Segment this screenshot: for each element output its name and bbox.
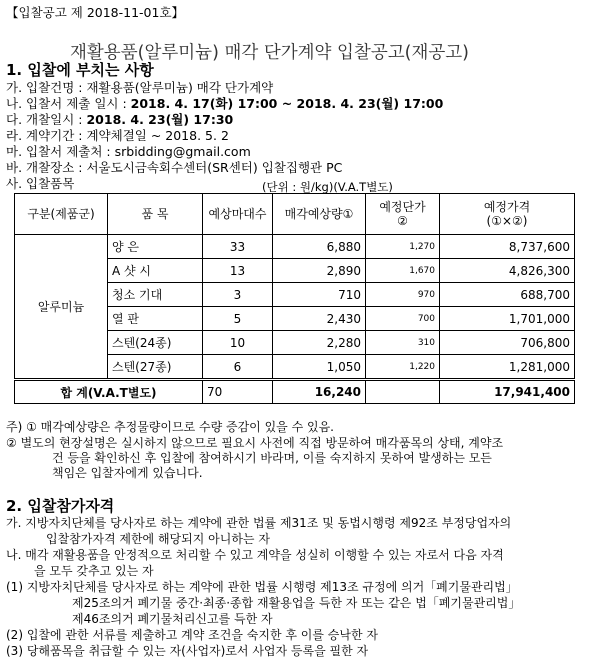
para-ga-cont: 입찰참가자격 제한에 해당되지 아니하는 자 [46, 532, 270, 546]
info-item-place: 바. 개찰장소 : 서울도시금속회수센터(SR센터) 입찰집행관 PC [6, 160, 343, 175]
table-row [15, 235, 575, 259]
bid-items-table [14, 193, 575, 404]
cell-item: 열 판 [108, 307, 203, 331]
cell-qty: 6,880 [273, 235, 366, 259]
para-na-cont: 을 모두 갖추고 있는 자 [34, 564, 154, 578]
section-2-heading: 2. 입찰참가자격 [6, 497, 115, 515]
para-na: 나. 매각 재활용품을 안정적으로 처리할 수 있고 계약을 성실히 이행할 수 있는 자로서 다음 자격 [6, 548, 504, 562]
cell-price: 1,281,000 [440, 355, 575, 380]
cell-qty: 2,430 [273, 307, 366, 331]
table-header-row [15, 194, 575, 235]
cell-price: 8,737,600 [440, 235, 575, 259]
cell-unit-price: 700 [366, 307, 440, 331]
cell-bags: 10 [203, 331, 273, 355]
table-total-row [15, 380, 575, 404]
header-price: 예정가격 (①×②) [440, 194, 575, 235]
header-quantity: 매각예상량① [273, 194, 366, 235]
header-bags: 예상마대수 [203, 194, 273, 235]
total-bags: 70 [203, 380, 273, 404]
cell-qty: 710 [273, 283, 366, 307]
cell-price: 1,701,000 [440, 307, 575, 331]
unit-note: (단위 : 원/kg)(V.A.T별도) [262, 180, 393, 194]
cell-bags: 33 [203, 235, 273, 259]
header-item: 품 목 [108, 194, 203, 235]
page-title: 재활용품(알루미늄) 매각 단가계약 입찰공고(재공고) [70, 43, 470, 63]
info-item-opening: 다. 개찰일시 : 2018. 4. 23(월) 17:30 [6, 112, 234, 127]
para-1: (1) 지방자치단체를 당사자로 하는 계약에 관한 법률 시행령 제13조 규정에 의거「폐기물관리법」 [6, 580, 518, 594]
info-item-email: 마. 입찰서 제출처 : srbidding@gmail.com [6, 144, 251, 159]
cell-qty: 1,050 [273, 355, 366, 380]
cell-unit-price: 970 [366, 283, 440, 307]
header-category: 구분(제품군) [15, 194, 108, 235]
note-2-cont2: 책임은 입찰자에게 있습니다. [52, 466, 203, 480]
info-item-period: 라. 계약기간 : 계약체결일 ~ 2018. 5. 2 [6, 128, 229, 143]
cell-unit-price: 310 [366, 331, 440, 355]
note-1: 주) ① 매각예상량은 추정물량이므로 수량 증감이 있을 수 있음. [6, 420, 334, 434]
cell-bags: 5 [203, 307, 273, 331]
cell-price: 688,700 [440, 283, 575, 307]
cell-item: 양 은 [108, 235, 203, 259]
email-link[interactable]: srbidding@gmail.com [114, 144, 251, 159]
para-1-cont: 제25조의거 폐기물 중간·최종·종합 재활용업을 득한 자 또는 같은 법「폐기물관리법」 [72, 596, 521, 610]
para-1-cont2: 제46조의거 폐기물처리신고를 득한 자 [72, 612, 273, 626]
info-item-name: 가. 입찰건명 : 재활용품(알루미늄) 매각 단가계약 [6, 80, 274, 95]
cell-price: 706,800 [440, 331, 575, 355]
cell-unit-price: 1,270 [366, 235, 440, 259]
cell-price: 4,826,300 [440, 259, 575, 283]
cell-unit-price: 1,220 [366, 355, 440, 380]
total-qty: 16,240 [273, 380, 366, 404]
total-price: 17,941,400 [440, 380, 575, 404]
total-unit-price-empty [366, 380, 440, 404]
para-ga: 가. 지방자치단체를 당사자로 하는 계약에 관한 법률 제31조 및 동법시행령 제92조 부정당업자의 [6, 516, 512, 530]
cell-item: 스텐(27종) [108, 355, 203, 380]
cell-item: A 샷 시 [108, 259, 203, 283]
cell-bags: 3 [203, 283, 273, 307]
notice-number: 【입찰공고 제 2018-11-01호】 [6, 5, 185, 20]
para-2: (2) 입찰에 관한 서류를 제출하고 계약 조건을 숙지한 후 이를 승낙한 자 [6, 628, 378, 642]
para-3: (3) 당해품목을 취급할 수 있는 자(사업자)로서 사업자 등록을 필한 자 [6, 644, 369, 658]
note-2: ② 별도의 현장설명은 실시하지 않으므로 필요시 사전에 직접 방문하여 매각품목의 상태, 계약조 [6, 436, 504, 450]
info-item-submission: 나. 입찰서 제출 일시 : 2018. 4. 17(화) 17:00 ~ 2018. 4. 23(월) 17:00 [6, 96, 444, 111]
cell-bags: 6 [203, 355, 273, 380]
cell-item: 스텐(24종) [108, 331, 203, 355]
cell-bags: 13 [203, 259, 273, 283]
cell-qty: 2,890 [273, 259, 366, 283]
group-cell: 알루미늄 [15, 235, 108, 380]
cell-qty: 2,280 [273, 331, 366, 355]
info-item-goods: 사. 입찰품목 [6, 176, 75, 191]
total-label: 합 계(V.A.T별도) [15, 380, 203, 404]
cell-unit-price: 1,670 [366, 259, 440, 283]
section-1-heading: 1. 입찰에 부치는 사항 [6, 61, 154, 79]
note-2-cont: 건 등을 확인하신 후 입찰에 참여하시기 바라며, 이를 숙지하지 못하여 발생하는 모든 [52, 451, 492, 465]
header-unit-price: 예정단가 ② [366, 194, 440, 235]
cell-item: 청소 기대 [108, 283, 203, 307]
